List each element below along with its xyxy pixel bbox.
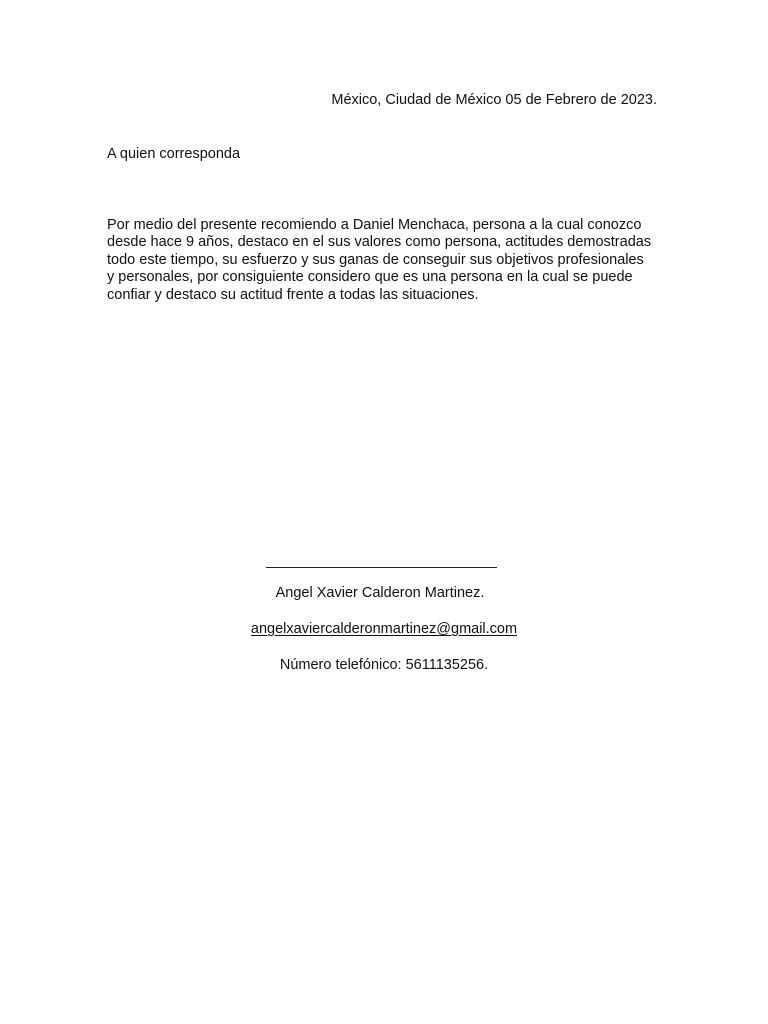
signer-phone: Número telefónico: 5611135256. <box>279 657 489 673</box>
letter-salutation: A quien corresponda <box>107 146 241 162</box>
signer-email-link[interactable]: angelxaviercalderonmartinez@gmail.com <box>250 621 518 637</box>
signer-name: Angel Xavier Calderon Martinez. <box>275 585 485 601</box>
letter-body-paragraph: Por medio del presente recomiendo a Daniel Menchaca, persona a la cual conozco desde hace 9 años, destaco en el sus valores como persona, actitudes demostradas todo este tiempo, su esfuerzo y sus ganas de conseguir sus objetivos profesionales y personales, por consiguiente considero que es una persona en la cual se puede confiar y destaco su actitud frente a todas las situaciones. <box>107 217 652 303</box>
signature-line <box>266 567 497 568</box>
signature-block <box>0 560 768 674</box>
letter-date-line: México, Ciudad de México 05 de Febrero de 2023. <box>331 92 657 108</box>
